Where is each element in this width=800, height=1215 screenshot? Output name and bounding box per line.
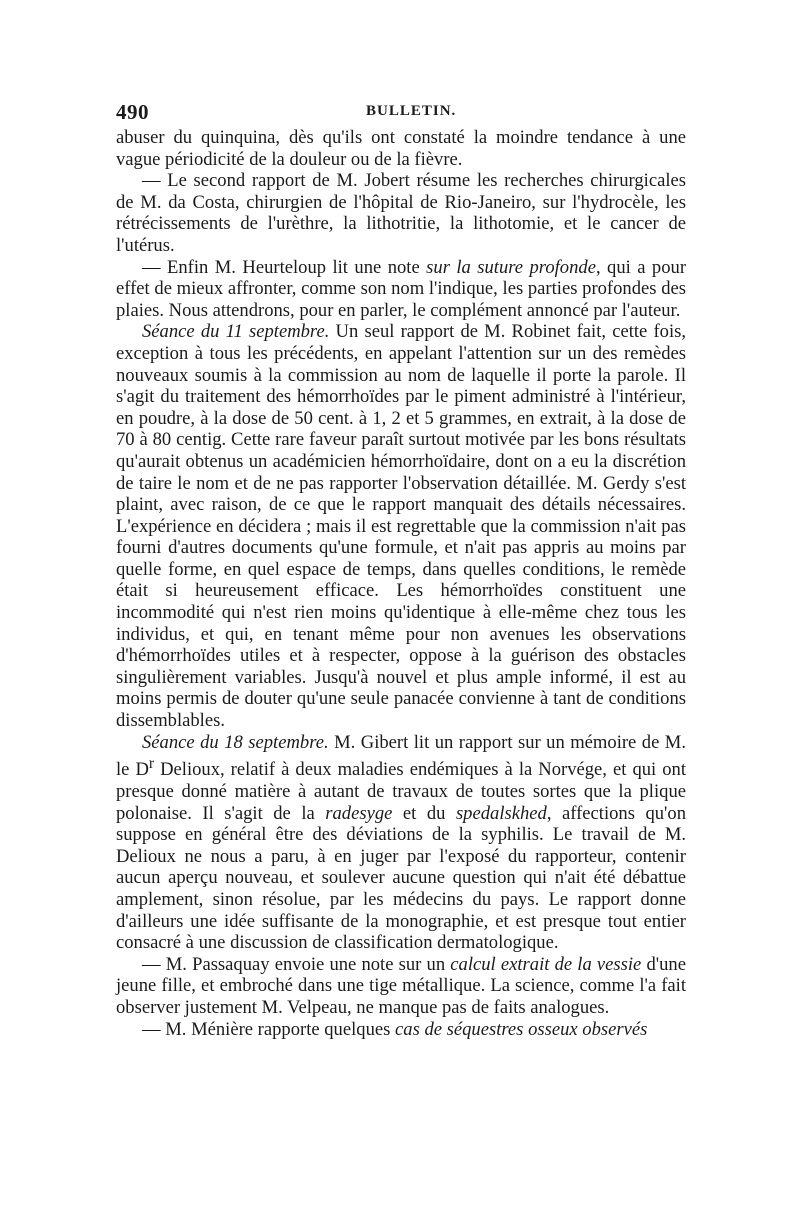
seance-heading: Séance du 18 septembre.: [142, 731, 329, 753]
paragraph-text: M. Gibert lit un rapport sur un mémoire de M. le D: [116, 731, 686, 781]
italic-title: calcul extrait de la vessie: [450, 953, 642, 975]
paragraph-text: — Enfin M. Heurteloup lit une note: [142, 256, 427, 278]
page-header: [116, 100, 686, 126]
running-head: BULLETIN.: [366, 103, 457, 119]
paragraph-2: [116, 170, 686, 256]
paragraph-7: [116, 1019, 686, 1041]
paragraph-text: , qui a pour effet de mieux affronter, comme son nom l'indique, les parties profondes des plaies. Nous attendrons, pour en parler, le complément annoncé par l'auteur.: [116, 256, 687, 321]
paragraph-text: et du: [392, 802, 456, 824]
paragraph-text: d'une jeune fille, et embroché dans une tige métallique. La science, comme l'a fait observer justement M. Velpeau, ne manque pas de faits analogues.: [116, 953, 686, 1018]
superscript: r: [148, 755, 155, 773]
italic-term: spedalskhed: [455, 802, 547, 824]
paragraph-3: [116, 257, 686, 322]
paragraph-seance-11: [116, 321, 686, 731]
paragraph-text: — M. Ménière rapporte quelques: [142, 1018, 396, 1040]
paragraph-1: [116, 127, 686, 170]
italic-term: radesyge: [325, 802, 393, 824]
seance-heading: Séance du 11 septembre.: [142, 321, 330, 343]
paragraph-text: , affections qu'on suppose en général être des déviations de la syphilis. Le travail de M. Delioux ne nous a paru, à en juger par l'exposé du rapporteur, contenir aucun aperçu nouveau, et soulever aucune question qui n'ait été débattue amplement, sinon résolue, par les médecins du pays. Le rapport donne d'ailleurs une idée suffisante de la monographie, et est presque tout entier consacré à une discussion de classification dermatologique.: [116, 802, 687, 954]
page-number: 490: [116, 100, 149, 124]
paragraph-text: — M. Passaquay envoie une note sur un: [142, 953, 451, 975]
paragraph-text: Un seul rapport de M. Robinet fait, cette fois, exception à tous les précédents, en appelant l'attention sur un des remèdes nouveaux soumis à la commission au nom de laquelle il porte la parole. Il s'agit du traitement des hémorrhoïdes par le piment administré à l'intérieur, en poudre, à la dose de 50 cent. à 1, 2 et 5 grammes, en extrait, à la dose de 70 à 80 centig. Cette rare faveur paraît surtout motivée par les bons résultats qu'aurait obtenus un académicien hémorrhoïdaire, dont on a eu la discrétion de taire le nom et de ne pas rapporter l'observation détaillée. M. Gerdy s'est plaint, avec raison, de ce que le rapport manquait des détails nécessaires. L'expérience en décidera ; mais il est regrettable que la commission n'ait pas fourni d'autres documents qu'une formule, et n'ait pas appris au moins par quelle forme, en quel espace de temps, dans quelles conditions, le remède était si heureusement efficace. Les hémorrhoïdes constituent une incommodité qui n'est rien moins qu'identique à elle-même chez tous les individus, et qui, en tenant même pour non avenues les observations d'hémorrhoïdes utiles et à respecter, oppose à la guérison des obstacles singulièrement variables. Jusqu'à nouvel et plus ample informé, il est au moins permis de douter qu'une seule panacée convienne à tant de conditions dissemblables.: [116, 321, 687, 732]
body-text: [116, 127, 686, 1040]
paragraph-6: [116, 954, 686, 1019]
paragraph-text: — Le second rapport de M. Jobert résume les recherches chirurgicales de M. da Costa, chirurgien de l'hôpital de Rio-Janeiro, sur l'hydrocèle, les rétrécissements de l'urèthre, la lithotritie, la lithotomie, et le cancer de l'utérus.: [116, 170, 686, 256]
paragraph-seance-18: [116, 732, 686, 954]
paragraph-text: abuser du quinquina, dès qu'ils ont constaté la moindre tendance à une vague périodicité de la douleur ou de la fièvre.: [116, 127, 686, 170]
italic-title: cas de séquestres osseux observés: [395, 1018, 648, 1040]
paragraph-text: Delioux, relatif à deux maladies endémiques à la Norvége, et qui ont presque donné matière à autant de travaux de toutes sortes que la plique polonaise. Il s'agit de la: [116, 759, 686, 824]
italic-title: sur la suture profonde: [426, 256, 596, 278]
